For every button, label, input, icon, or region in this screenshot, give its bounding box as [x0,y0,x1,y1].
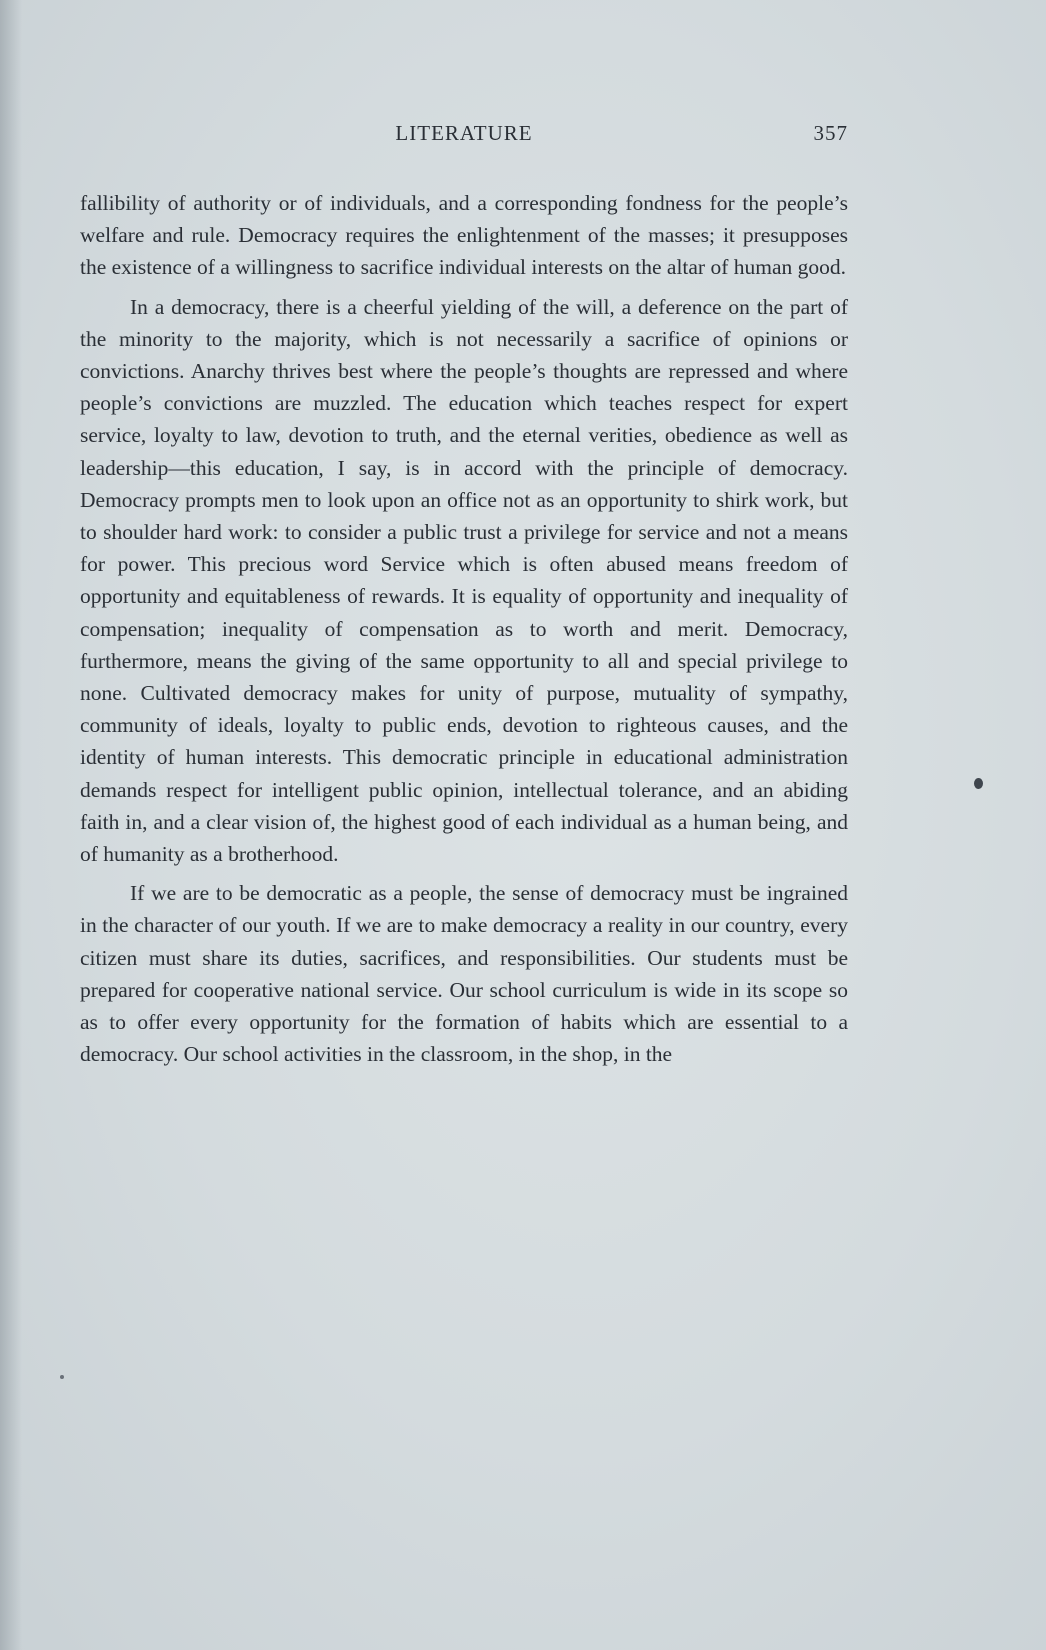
running-title: LITERATURE [395,121,533,145]
binding-shadow [0,0,22,1650]
ink-dot [60,1375,64,1379]
page-number: 357 [813,121,848,145]
ink-speck [974,778,983,789]
body-text [80,187,848,1077]
running-head [80,121,848,151]
paragraph: In a democracy, there is a cheerful yielding of the will, a deference on the part of the minority to the majority, which is not necessarily a sacrifice of opinions or convictions. Anarchy thrives best where the people’s thoughts are repressed and where people’s convictions are muzzled. The education which teaches respect for expert service, loyalty to law, devotion to truth, and the eternal verities, obedience as well as leadership—this education, I say, is in accord with the principle of democracy. Democracy prompts men to look upon an office not as an opportunity to shirk work, but to shoulder hard work: to consider a public trust a privilege for service and not a means for power. This precious word Service which is often abused means freedom of opportunity and equitableness of rewards. It is equality of opportunity and inequality of compensation; inequality of compensation as to worth and merit. Democracy, furthermore, means the giving of the same opportunity to all and special privilege to none. Cultivated democracy makes for unity of purpose, mutuality of sympathy, community of ideals, loyalty to public ends, devotion to righteous causes, and the identity of human interests. This democratic principle in educational administration demands respect for intelligent public opinion, intellectual tolerance, and an abiding faith in, and a clear vision of, the highest good of each individual as a human being, and of humanity as a brotherhood. [80,294,848,867]
paragraph: If we are to be democratic as a people, the sense of democracy must be ingrained in the character of our youth. If we are to make democracy a reality in our country, every citizen must share its duties, sacrifices, and responsibilities. Our students must be prepared for cooperative national service. Our school curriculum is wide in its scope so as to offer every opportunity for the formation of habits which are essential to a democracy. Our school activities in the classroom, in the shop, in the [80,881,848,1067]
paragraph-continued: fallibility of authority or of individuals, and a corresponding fondness for the people’s welfare and rule. Democracy requires the enlightenment of the masses; it presupposes the existence of a willingness to sacrifice individual interests on the altar of human good. [80,191,848,280]
